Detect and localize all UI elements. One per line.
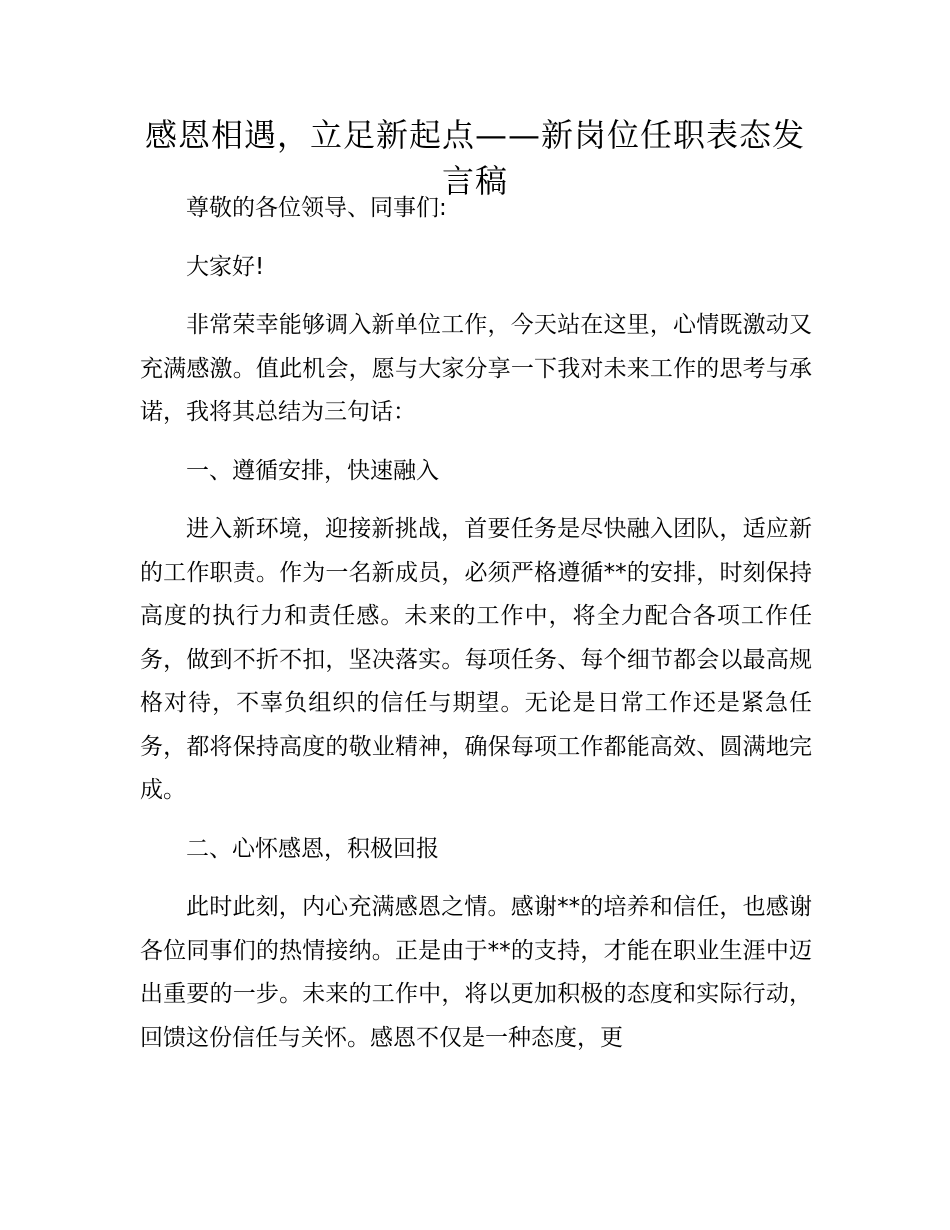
section-1-heading: 一、遵循安排，快速融入: [186, 457, 439, 484]
document-body: [140, 187, 812, 1075]
greeting: 大家好!: [186, 253, 265, 280]
intro-paragraph: 非常荣幸能够调入新单位工作，今天站在这里，心情既激动又充满感激。值此机会，愿与大家分享一下我对未来工作的思考与承诺，我将其总结为三句话：: [140, 312, 812, 425]
section-1-paragraph: 进入新环境，迎接新挑战，首要任务是尽快融入团队，适应新的工作职责。作为一名新成员，必须严格遵循**的安排，时刻保持高度的执行力和责任感。未来的工作中，将全力配合各项工作任务，做到不折不扣，坚决落实。每项任务、每个细节都会以最高规格对待，不辜负组织的信任与期望。无论是日常工作还是紧急任务，都将保持高度的敬业精神，确保每项工作都能高效、圆满地完成。: [140, 516, 812, 803]
section-2-heading: 二、心怀感恩，积极回报: [186, 835, 439, 862]
section-2-paragraph: 此时此刻，内心充满感恩之情。感谢**的培养和信任，也感谢各位同事们的热情接纳。正是由于**的支持，才能在职业生涯中迈出重要的一步。未来的工作中，将以更加积极的态度和实际行动，回馈这份信任与关怀。感恩不仅是一种态度，更: [140, 894, 812, 1051]
document-title: 感恩相遇，立足新起点——新岗位任职表态发言稿: [144, 116, 805, 200]
salutation: 尊敬的各位领导、同事们:: [186, 195, 447, 221]
